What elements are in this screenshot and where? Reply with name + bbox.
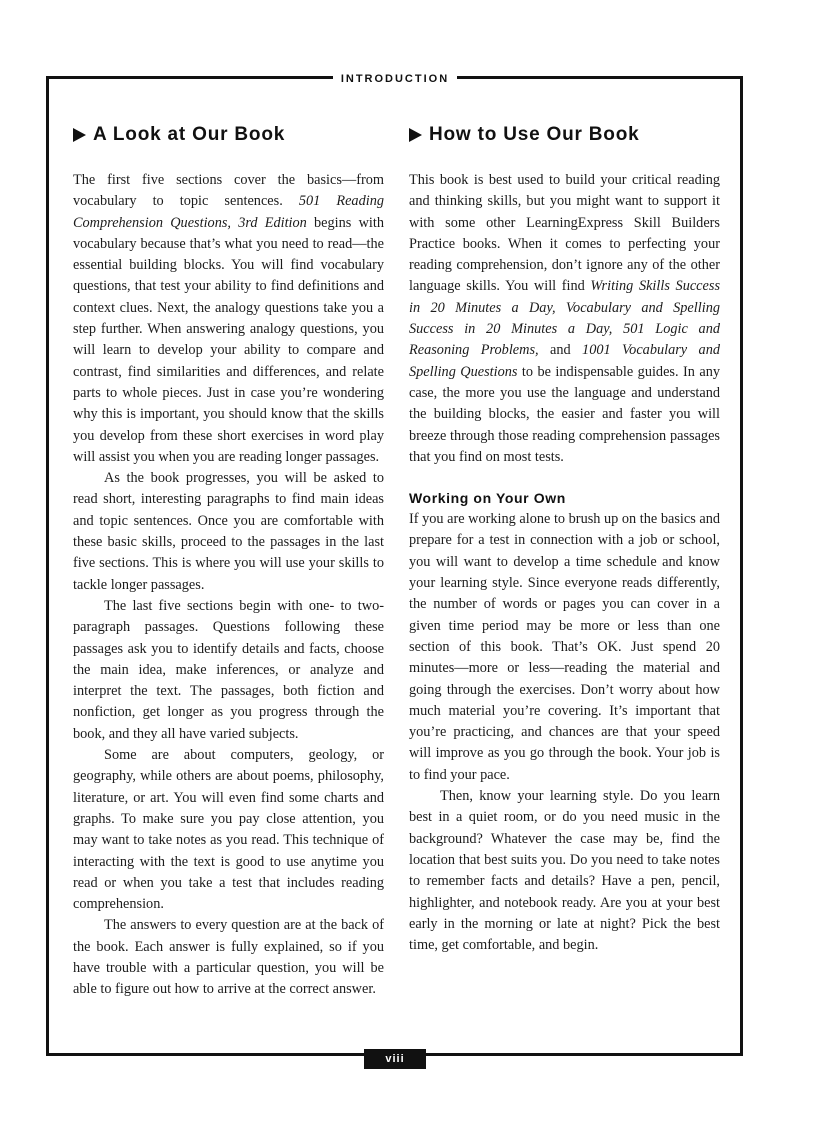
book-title: Writing Skills Success in 20 Minutes a Day, Vocabulary and Spelling Success in 20 Minutes a Day, 501 Logic and Reasoning Problems, bbox=[409, 278, 721, 359]
paragraph: Some are about computers, geology, or geography, while others are about poems, philosophy, literature, or art. You will even find some charts and graphs. To make sure you pay close attention, you may want to take notes as you read. This technique of interacting with the text is good to use anytime you read or when you take a test that includes reading comprehension. bbox=[73, 747, 384, 913]
paragraph: If you are working alone to brush up on the basics and prepare for a test in connection with a job or school, you will want to develop a time schedule and know your learning style. Since everyone reads differently, the number of words or pages you can cover in a given time period may be more or less than one section of this book. That’s OK. Just spend 20 minutes—more or less—reading the material and going through the exercises. Don’t worry about how much material you’re covering. It’s important that you’re practicing, and chances are that your speed will improve as you go through the book. Your job is to find your pace. bbox=[409, 511, 720, 783]
paragraph bbox=[73, 170, 384, 468]
paragraph: Then, know your learning style. Do you learn best in a quiet room, or do you need music in the background? Whatever the case may be, find the location that best suits you. Do you need to take notes to remember facts and details? Have a pen, pencil, highlighter, and notebook ready. Are you at your best early in the morning or late at night? Pick the best time, get comfortable, and begin. bbox=[409, 788, 720, 954]
paragraph: As the book progresses, you will be asked to read short, interesting paragraphs to find main ideas and topic sentences. Once you are comfortable with these basic skills, proceed to the passages in the last five sections. This is where you will use your skills to tackle longer passages. bbox=[73, 470, 384, 593]
paragraph bbox=[409, 170, 720, 468]
running-title: INTRODUCTION bbox=[333, 73, 457, 85]
section-heading-how bbox=[409, 122, 720, 148]
triangle-bullet-icon bbox=[409, 128, 422, 142]
paragraph: The answers to every question are at the back of the book. Each answer is fully explained, so if you have trouble with a particular question, you will be able to figure out how to arrive at the correct answer. bbox=[73, 917, 384, 998]
triangle-bullet-icon bbox=[73, 128, 86, 142]
book-title: 501 Reading Comprehension Questions, 3rd Edition bbox=[73, 193, 384, 231]
section-heading-how-text: How to Use Our Book bbox=[429, 124, 640, 145]
right-column bbox=[409, 122, 720, 956]
text-run: This book is best used to build your critical reading and thinking skills, but you might want to support it with some other LearningExpress Skill Builders Practice books. When it comes to perfecting your reading comprehension, don’t ignore any of the other language skills. You will find bbox=[409, 172, 720, 295]
text-run: to be indispensable guides. In any case, the more you use the language and understand the building blocks, the easier and faster you will breeze through those reading comprehension passages that you find on most tests. bbox=[409, 363, 720, 465]
left-column bbox=[73, 122, 384, 1001]
text-run: The first five sections cover the basics—from vocabulary to topic sentences. bbox=[73, 172, 384, 210]
text-run: and bbox=[538, 342, 583, 359]
section-heading-look bbox=[73, 122, 384, 148]
running-header bbox=[0, 69, 790, 87]
subheading-working-on-your-own: Working on Your Own bbox=[409, 490, 566, 507]
text-run: begins with vocabulary because that’s what you need to read—the essential building blocks. You will find vocabulary questions, that test your ability to find definitions and context clues. Next, the analogy questions take you a step further. When answering analogy questions, you will learn to develop your ability to compare and contrast, find similarities and differences, and relate parts to whole pieces. Just in case you’re wondering why this is important, you should know that the skills you develop from these short exercises in word play will assist you when you are reading longer passages. bbox=[73, 214, 384, 465]
section-heading-look-text: A Look at Our Book bbox=[93, 124, 286, 145]
paragraph: The last five sections begin with one- to two-paragraph passages. Questions following these passages ask you to identify details and facts, choose the main idea, make inferences, or analyze and interpret the text. The passages, both fiction and nonfiction, get longer as you progress through the book, and they all have varied subjects. bbox=[73, 597, 384, 742]
page-number: viii bbox=[364, 1049, 426, 1069]
book-title: 1001 Vocabulary and Spelling Questions bbox=[409, 342, 720, 380]
